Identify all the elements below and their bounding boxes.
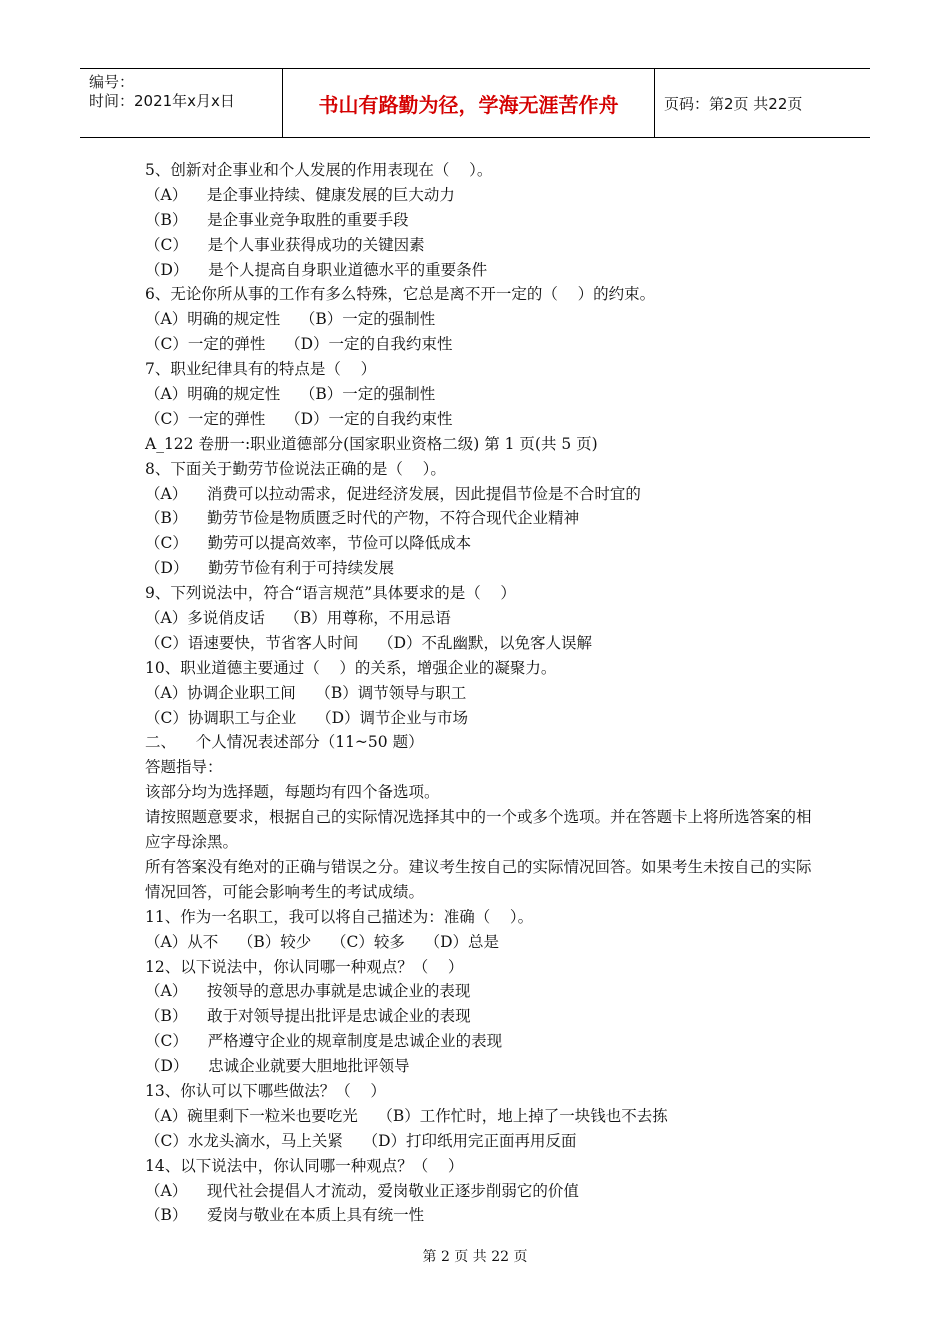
- option-line: （C）水龙头滴水，马上关紧 （D）打印纸用完正面再用反面: [145, 1131, 577, 1150]
- option-line: （A） 消费可以拉动需求，促进经济发展，因此提倡节俭是不合时宜的: [145, 484, 641, 503]
- question-12: 12、以下说法中，你认同哪一种观点？（ ）: [145, 957, 464, 976]
- question-9: 9、下列说法中，符合“语言规范”具体要求的是（ ）: [145, 584, 516, 603]
- option-line: （A） 现代社会提倡人才流动，爱岗敬业正逐步削弱它的价值: [145, 1181, 579, 1200]
- time-label: 时间：2021年x月x日: [89, 92, 235, 110]
- option-line: （A）碗里剩下一粒米也要吃光 （B）工作忙时，地上掉了一块钱也不去拣: [145, 1106, 668, 1125]
- instructions-paragraph: 请按照题意要求，根据自己的实际情况选择其中的一个或多个选项。并在答题卡上将所选答案的相应字母涂黑。: [145, 808, 812, 852]
- option-line: （B） 是企事业竞争取胜的重要手段: [145, 210, 409, 229]
- footer-page-number: 第 2 页 共 22 页: [422, 1249, 528, 1265]
- option-line: （A）明确的规定性 （B）一定的强制性: [145, 310, 436, 329]
- option-line: （A）多说俏皮话 （B）用尊称，不用忌语: [145, 609, 451, 628]
- number-label: 编号：: [89, 73, 135, 91]
- question-14: 14、以下说法中，你认同哪一种观点？（ ）: [145, 1156, 464, 1175]
- option-line: （A） 是企事业持续、健康发展的巨大动力: [145, 185, 455, 204]
- option-line: （C）协调职工与企业 （D）调节企业与市场: [145, 708, 468, 727]
- question-13: 13、你认可以下哪些做法？（ ）: [145, 1082, 386, 1101]
- volume-note: A_122 卷册一:职业道德部分(国家职业资格二级) 第 1 页(共 5 页): [145, 434, 598, 453]
- header-page-info: 页码：第2页 共22页: [664, 94, 803, 113]
- option-line: （C）一定的弹性 （D）一定的自我约束性: [145, 335, 453, 354]
- instructions-title: 答题指导：: [145, 758, 223, 777]
- question-8: 8、下面关于勤劳节俭说法正确的是（ ）。: [145, 459, 446, 478]
- option-line: （B） 爱岗与敬业在本质上具有统一性: [145, 1206, 425, 1225]
- option-line: （A）从不 （B）较少 （C）较多 （D）总是: [145, 932, 499, 951]
- option-line: （C） 勤劳可以提高效率，节俭可以降低成本: [145, 534, 472, 553]
- header-motto: 书山有路勤为径，学海无涯苦作舟: [283, 69, 655, 137]
- option-line: （B） 敢于对领导提出批评是忠诚企业的表现: [145, 1007, 471, 1026]
- document-body: [145, 158, 825, 1228]
- instructions-line: 该部分均为选择题，每题均有四个备选项。: [145, 783, 440, 802]
- section-heading: 二、 个人情况表述部分（11~50 题）: [145, 733, 424, 752]
- question-6: 6、无论你所从事的工作有多么特殊，它总是离不开一定的（ ）的约束。: [145, 285, 656, 304]
- option-line: （C） 是个人事业获得成功的关键因素: [145, 235, 425, 254]
- option-line: （C）语速要快，节省客人时间 （D）不乱幽默，以免客人误解: [145, 633, 592, 652]
- page-header: [80, 68, 870, 138]
- option-line: （D） 勤劳节俭有利于可持续发展: [145, 559, 395, 578]
- instructions-paragraph: 所有答案没有绝对的正确与错误之分。建议考生按自己的实际情况回答。如果考生未按自己的实际情况回答，可能会影响考生的考试成绩。: [145, 857, 812, 901]
- option-line: （D） 忠诚企业就要大胆地批评领导: [145, 1057, 410, 1076]
- option-line: （B） 勤劳节俭是物质匮乏时代的产物，不符合现代企业精神: [145, 509, 580, 528]
- question-10: 10、职业道德主要通过（ ）的关系，增强企业的凝聚力。: [145, 658, 557, 677]
- option-line: （C） 严格遵守企业的规章制度是忠诚企业的表现: [145, 1032, 503, 1051]
- option-line: （C）一定的弹性 （D）一定的自我约束性: [145, 409, 453, 428]
- option-line: （A） 按领导的意思办事就是忠诚企业的表现: [145, 982, 471, 1001]
- option-line: （D） 是个人提高自身职业道德水平的重要条件: [145, 260, 488, 279]
- header-meta: [80, 69, 283, 137]
- option-line: （A）协调企业职工间 （B）调节领导与职工: [145, 683, 467, 702]
- page-footer: [0, 1246, 950, 1266]
- option-line: （A）明确的规定性 （B）一定的强制性: [145, 385, 436, 404]
- question-7: 7、职业纪律具有的特点是（ ）: [145, 360, 377, 379]
- question-11: 11、作为一名职工，我可以将自己描述为：准确（ ）。: [145, 907, 534, 926]
- question-5: 5、创新对企事业和个人发展的作用表现在（ ）。: [145, 161, 493, 179]
